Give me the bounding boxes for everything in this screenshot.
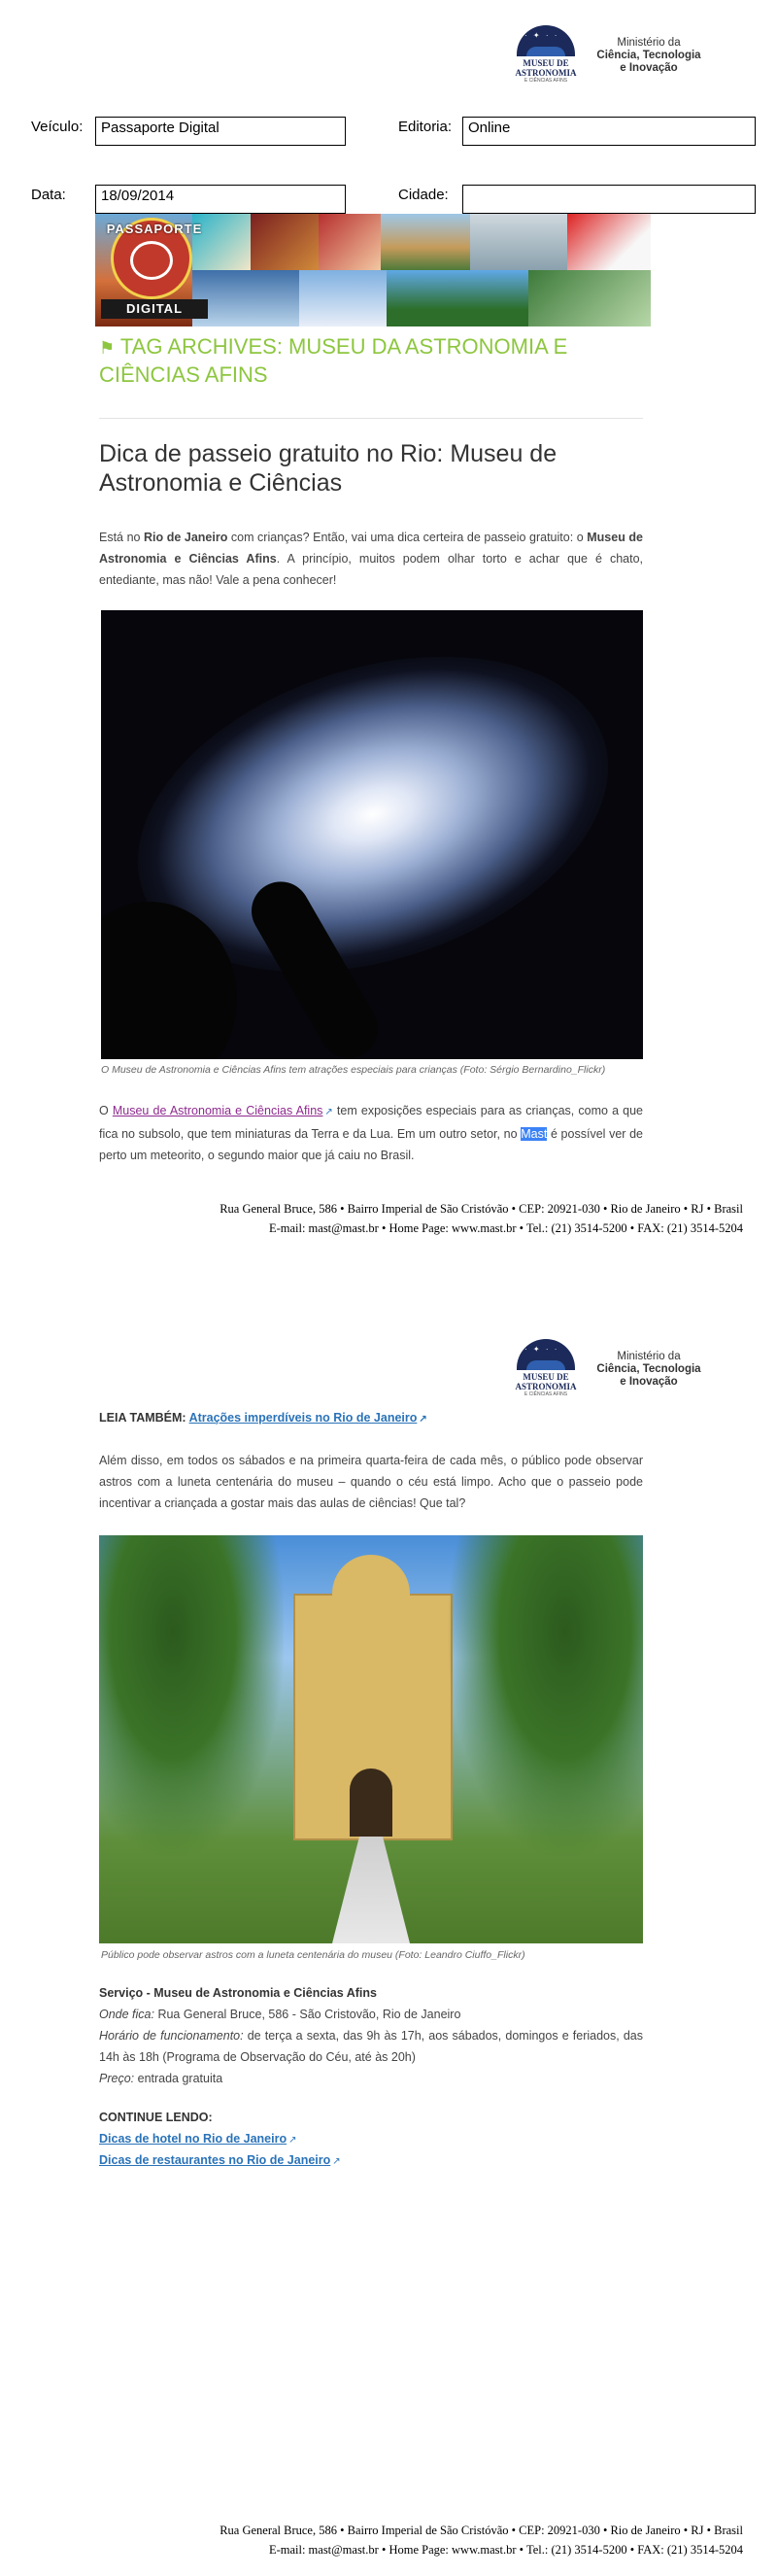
cidade-label: Cidade:	[398, 187, 449, 203]
globe-icon	[130, 241, 173, 280]
footer-page-2: Rua General Bruce, 586 • Bairro Imperial de São Cristóvão • CEP: 20921-030 • Rio de Janeiro • RJ • Brasil E-mail: mast@mast.br • Home Page: www.mast.br • Tel.: (21) 3514-5200 • FAX: (21) 3514-5204	[220, 2524, 743, 2557]
museum-building-photo	[99, 1535, 643, 1943]
intro-paragraph: Está no Rio de Janeiro com crianças? Então, vai uma dica certeira de passeio gratuito: o Museu de Astronomia e Ciências Afins. A princípio, muitos podem olhar torto e achar que é chato, entediante, mas não! Vale a pena conhecer!	[99, 531, 644, 587]
post-title[interactable]: Dica de passeio gratuito no Rio: Museu de Astronomia e Ciências	[99, 440, 557, 497]
museum-paragraph: O Museu de Astronomia e Ciências Afins ↗ tem exposições especiais para as crianças, como a que fica no subsolo, que tem miniaturas da Terra e da Lua. Em um outro setor, no Mast é possível ver de perto um meteorito, o segundo maior que já caiu no Brasil.	[99, 1104, 644, 1162]
cidade-field[interactable]	[462, 185, 756, 214]
data-field[interactable]: 18/09/2014	[95, 185, 346, 214]
leia-tambem-link[interactable]: Atrações imperdíveis no Rio de Janeiro	[188, 1411, 418, 1425]
external-link-icon: ↗	[419, 1414, 427, 1425]
photo-caption-1: O Museu de Astronomia e Ciências Afins tem atrações especiais para crianças (Foto: Sérgio Bernardino_Flickr)	[101, 1064, 606, 1076]
photo-caption-2: Público pode observar astros com a luneta centenária do museu (Foto: Leandro Ciuffo_Flickr)	[101, 1949, 525, 1961]
tag-icon: ⚑	[99, 338, 116, 358]
editoria-field[interactable]: Online	[462, 117, 756, 146]
banner-title: PASSAPORTE	[106, 222, 203, 236]
link-hotel-row	[99, 2128, 643, 2151]
external-link-icon: ↗	[324, 1107, 333, 1117]
continue-lendo-label: CONTINUE LENDO:	[99, 2111, 213, 2124]
ministry-logo-text: Ministério da Ciência, Tecnologia e Inovação	[596, 36, 701, 74]
editoria-label: Editoria:	[398, 119, 453, 135]
mast-logo: · ✦ · · MUSEU DE ASTRONOMIA E CIÊNCIAS AFINS	[511, 23, 581, 87]
restaurants-link[interactable]: Dicas de restaurantes no Rio de Janeiro	[99, 2153, 331, 2167]
link-rest-row	[99, 2149, 643, 2173]
servico-preco: Preço: entrada gratuita	[99, 2072, 223, 2085]
ministry-logo-text: Ministério da Ciência, Tecnologia e Inovação	[596, 1350, 701, 1388]
luneta-paragraph: Além disso, em todos os sábados e na primeira quarta-feira de cada mês, o público pode observar astros com a luneta centenária do museu – quando o céu está limpo. Acho que o passeio pode incentivar a criançada a gostar mais das aulas de ciências! Que tal?	[99, 1454, 643, 1510]
leia-tambem: LEIA TAMBÉM: Atrações imperdíveis no Rio de Janeiro ↗	[99, 1411, 427, 1425]
museum-link[interactable]: Museu de Astronomia e Ciências Afins	[112, 1104, 323, 1117]
external-link-icon: ↗	[332, 2156, 341, 2167]
data-label: Data:	[31, 187, 66, 203]
external-link-icon: ↗	[288, 2135, 297, 2146]
veiculo-label: Veículo:	[31, 119, 84, 135]
mast-logo: · ✦ · · MUSEU DE ASTRONOMIA E CIÊNCIAS AFINS	[511, 1337, 581, 1401]
galaxy-photo	[101, 610, 643, 1059]
hotel-link[interactable]: Dicas de hotel no Rio de Janeiro	[99, 2132, 287, 2146]
servico-onde: Onde fica: Rua General Bruce, 586 - São Cristovão, Rio de Janeiro	[99, 2008, 461, 2021]
footer-page-1: Rua General Bruce, 586 • Bairro Imperial de São Cristóvão • CEP: 20921-030 • Rio de Janeiro • RJ • Brasil E-mail: mast@mast.br • Home Page: www.mast.br • Tel.: (21) 3514-5200 • FAX: (21) 3514-5204	[220, 1202, 743, 1235]
divider	[99, 418, 643, 419]
veiculo-field[interactable]: Passaporte Digital	[95, 117, 346, 146]
header-logo-page-2	[511, 1337, 703, 1401]
header-logo	[511, 23, 703, 87]
highlighted-text: Mast	[521, 1127, 548, 1141]
passaporte-banner	[95, 214, 651, 326]
banner-subtitle: DIGITAL	[101, 299, 208, 319]
tag-archive-heading: ⚑ TAG ARCHIVES: MUSEU DA ASTRONOMIA E CIÊNCIAS AFINS	[99, 334, 568, 387]
servico-horario: Horário de funcionamento: de terça a sexta, das 9h às 17h, aos sábados, domingos e feriados, das 14h às 18h (Programa de Observação do Céu, até às 20h)	[99, 2029, 643, 2064]
servico-title: Serviço - Museu de Astronomia e Ciências Afins	[99, 1986, 377, 2000]
